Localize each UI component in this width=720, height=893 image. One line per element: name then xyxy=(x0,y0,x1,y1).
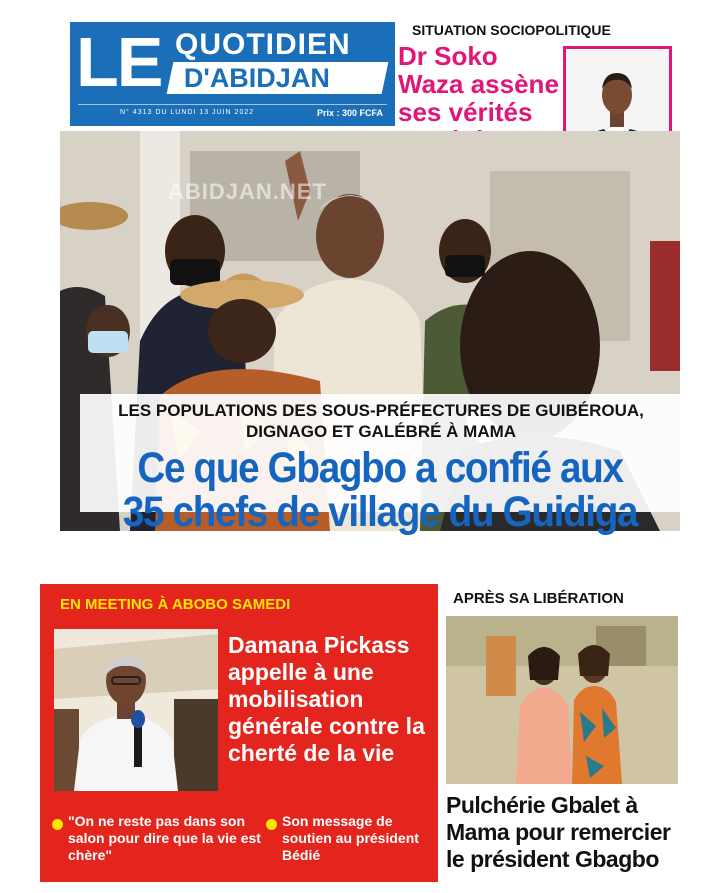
meeting-quote-2: Son message de soutien au président Bédié xyxy=(282,813,419,863)
top-story-headline: Dr Soko Waza assène ses vérités xyxy=(398,41,559,127)
masthead xyxy=(70,22,395,126)
meeting-photo xyxy=(54,629,218,791)
two-women-illustration xyxy=(446,616,678,784)
bullet-icon xyxy=(52,819,63,830)
issue-info: N° 4313 DU LUNDI 13 JUIN 2022 xyxy=(120,109,255,116)
masthead-abidjan: D'ABIDJAN xyxy=(183,63,330,93)
speaker-illustration xyxy=(54,629,218,791)
photo-watermark: ABIDJAN.NET xyxy=(168,179,327,204)
masthead-divider xyxy=(78,104,387,105)
masthead-abidjan-box xyxy=(167,62,389,94)
main-headline-line-2: 35 chefs de village du Guidiga xyxy=(122,488,638,536)
main-story-kicker: LES POPULATIONS DES SOUS-PRÉFECTURES DE GUIBÉROUA, DIGNAGO ET GALÉBRÉ À MAMA xyxy=(118,401,644,441)
main-story-headline xyxy=(110,446,650,534)
bullet-icon xyxy=(266,819,277,830)
top-story-kicker: SITUATION SOCIOPOLITIQUE xyxy=(412,22,611,38)
price: Prix : 300 FCFA xyxy=(316,108,383,118)
liberation-photo xyxy=(446,616,678,784)
newspaper-front-page xyxy=(40,16,680,882)
meeting-story-headline: Damana Pickass appelle à une mobilisation générale contre la cherté de la vie xyxy=(228,632,425,766)
liberation-story-headline: Pulchérie Gbalet à Mama pour remercier le président Gbagbo xyxy=(446,792,671,872)
meeting-story-kicker: EN MEETING À ABOBO SAMEDI xyxy=(60,596,291,613)
liberation-story-kicker: APRÈS SA LIBÉRATION xyxy=(453,590,624,607)
masthead-quotidien: QUOTIDIEN xyxy=(175,28,351,61)
main-headline-line-1: Ce que Gbagbo a confié aux xyxy=(137,444,623,492)
meeting-quote-1: "On ne reste pas dans son salon pour dire que la vie est chère" xyxy=(68,813,261,863)
masthead-le: LE xyxy=(76,23,162,101)
